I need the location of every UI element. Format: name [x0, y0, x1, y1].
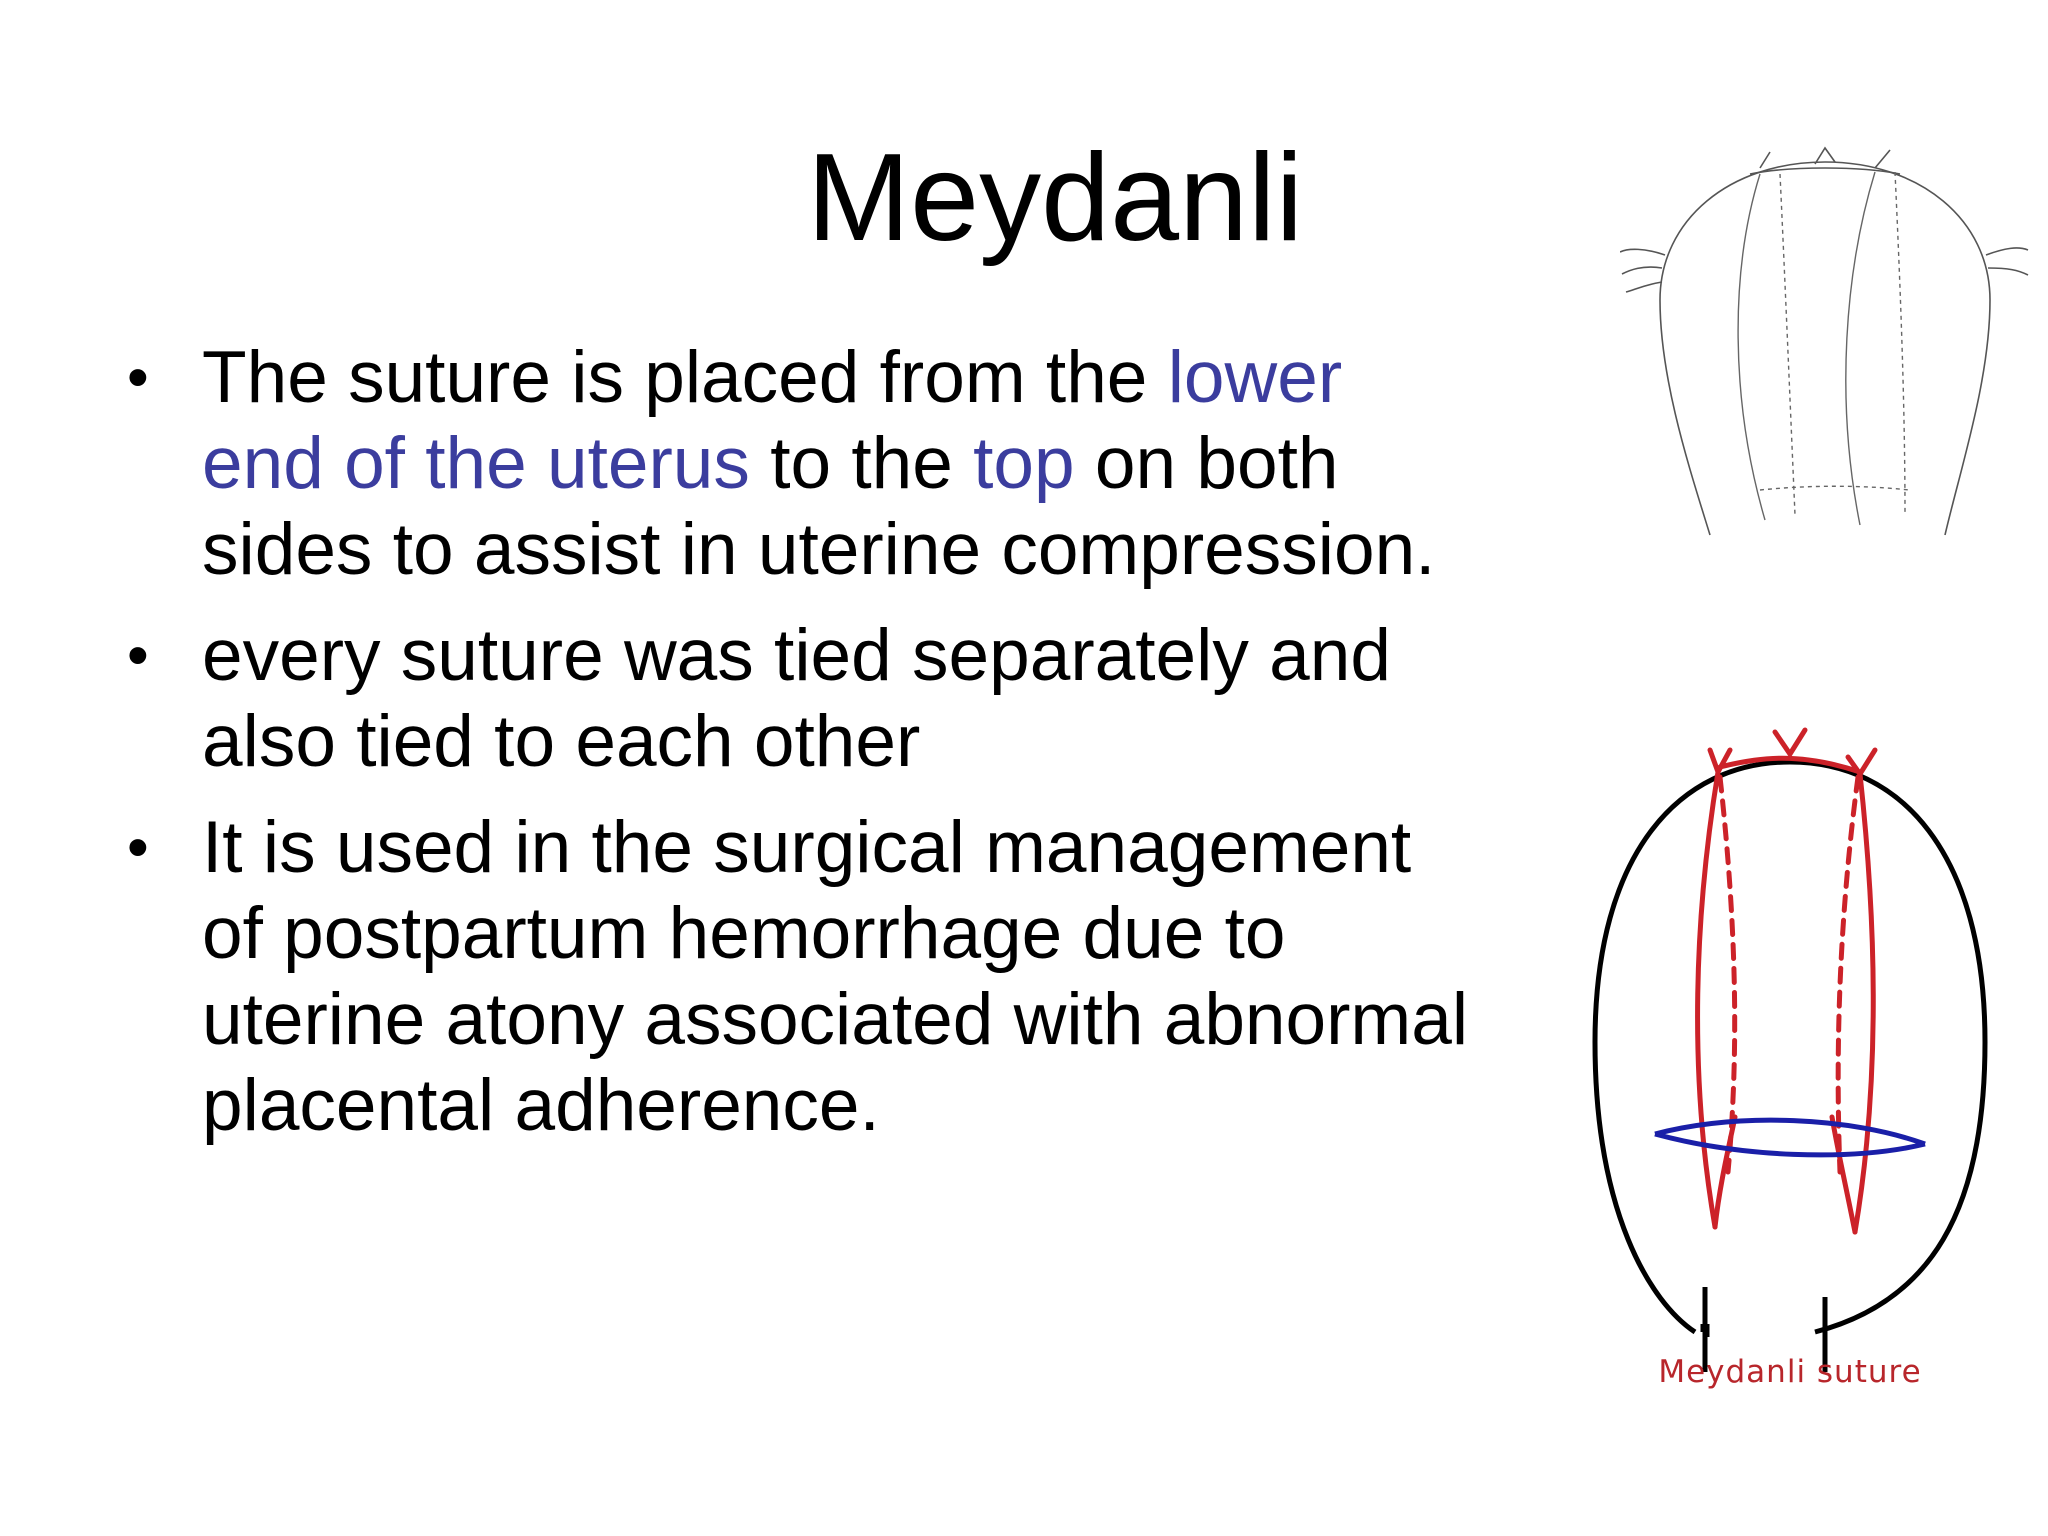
- slide-title: Meydanli: [806, 129, 1304, 267]
- bullet-item-2: [120, 613, 1480, 785]
- compression-band-back: [1655, 1134, 1925, 1155]
- bullet-text-part: to the: [749, 423, 974, 504]
- left-front-suture: [1698, 772, 1718, 1227]
- top-knot-center: [1775, 730, 1805, 754]
- highlighted-phrase: top: [973, 423, 1075, 504]
- bullet-text-part: The suture is placed from the: [202, 337, 1168, 418]
- uterus-outline: [1595, 762, 1985, 1332]
- right-lower-arrow: [1832, 1117, 1855, 1232]
- bullet-item-3: [120, 805, 1480, 1149]
- bullet-marker: •: [127, 813, 149, 882]
- left-posterior-suture: [1720, 777, 1735, 1172]
- left-lower-arrow: [1715, 1117, 1735, 1227]
- bullet-marker: •: [127, 343, 149, 412]
- diagram-caption: Meydanli suture: [1658, 1354, 1922, 1390]
- bullet-list: [120, 335, 1480, 1169]
- bullet-marker: •: [127, 621, 149, 690]
- bullet-text-part: on both sides to assist in uterine compression.: [202, 423, 1436, 590]
- bullet-text-part: It is used in the surgical management of postpartum hemorrhage due to uterine atony associated with abnormal placental adherence.: [202, 807, 1469, 1146]
- bullet-text-part: every suture was tied separately and also tied to each other: [202, 615, 1391, 782]
- top-knot-left: [1710, 750, 1730, 772]
- right-front-suture: [1855, 774, 1873, 1232]
- uterus-sketch-illustration: [1620, 140, 2030, 550]
- highlighted-phrase: lower end of the uterus: [202, 337, 1343, 504]
- bullet-item-1: [120, 335, 1480, 593]
- right-posterior-suture: [1838, 777, 1858, 1172]
- compression-band-front: [1655, 1120, 1925, 1144]
- meydanli-suture-diagram: [1570, 712, 2010, 1412]
